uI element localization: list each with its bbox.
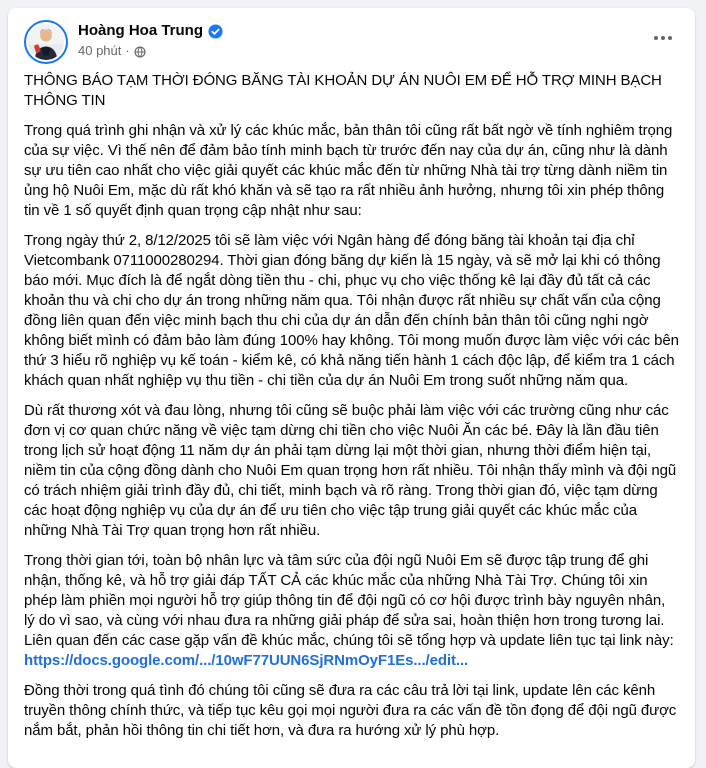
header-text [78, 20, 647, 59]
post-paragraph-1: Trong quá trình ghi nhận và xử lý các khúc mắc, bản thân tôi cũng rất bất ngờ về tính nghiêm trọng của sự việc. Vì thế nên để đảm bảo tính minh bạch từ trước đến nay của dự án, cũng như là dành sự ưu tiên cao nhất cho việc giải quyết các khúc mắc đến từ những Nhà tài trợ từng dành niềm tin ủng hộ Nuôi Em, mặc dù rất khó khăn và sẽ tạo ra rất nhiều ảnh hưởng, nhưng tôi xin phép thông tin về 1 số quyết định quan trọng cập nhật như sau: [24, 122, 677, 219]
post-paragraph-4: Trong thời gian tới, toàn bộ nhân lực và tâm sức của đội ngũ Nuôi Em sẽ được tập trung để ghi nhận, thống kê, và hỗ trợ giải đáp TẤT CẢ các khúc mắc của những Nhà Tài Trợ. Chúng tôi xin phép làm phiền mọi người hỗ trợ giúp thông tin để đội ngũ có cơ hội được trình bày nguyên nhân, lý do vì sao, và cùng với nhau đưa ra những giải pháp để sửa sai, hoàn thiện hơn trong tương lai. [24, 552, 670, 629]
post-paragraph-2: Trong ngày thứ 2, 8/12/2025 tôi sẽ làm việc với Ngân hàng để đóng băng tài khoản tại địa chỉ Vietcombank 0711000280294. Thời gian đóng băng dự kiến là 15 ngày, và sẽ mở lại khi có thông báo mới. Mục đích là để ngắt dòng tiền thu - chi, phục vụ cho việc thống kê lại đầy đủ tất cả các khoản thu và chi cho dự án trong những năm qua. Tôi nhận được rất nhiều sự chất vấn của cộng đồng liên quan đến việc minh bạch thu chi của dự án dẫn đến chính bản thân tôi cũng nghi ngờ không biết mình có đảm bảo làm đúng 100% hay không. Tôi mong muốn được làm việc với các bên thứ 3 hiểu rõ nghiệp vụ kế toán - kiểm kê, có khả năng tiến hành 1 cách độc lập, để kiểm tra 1 cách khách quan nhất nghiệp vụ thu tiền - chi tiền của dự án Nuôi Em trong suốt những năm qua. [24, 232, 683, 389]
post-meta-row [78, 43, 647, 59]
verified-badge-icon [208, 24, 223, 39]
facebook-post-card [8, 8, 695, 768]
avatar-photo [28, 24, 64, 60]
post-body [24, 71, 683, 741]
author-row [78, 21, 647, 40]
more-options-button[interactable] [647, 22, 679, 54]
link-intro-line: Liên quan đến các case gặp vấn đề khúc mắc, chúng tôi sẽ tổng hợp và update liên tục tại link này: [24, 632, 674, 649]
meta-separator: · [125, 43, 130, 58]
post-paragraph-5: Đồng thời trong quá tình đó chúng tôi cũng sẽ đưa ra các câu trả lời tại link, update lên các kênh truyền thông chính thức, và tiếp tục kêu gọi mọi người đưa ra các vấn đề tồn đọng để đội ngũ được nắm bắt, phản hồi thông tin chi tiết hơn, và đưa ra hướng xử lý phù hợp. [24, 682, 681, 739]
google-docs-link[interactable]: https://docs.google.com/.../10wF77UUN6SjRNmOyF1Es.../edit... [24, 652, 469, 669]
timestamp[interactable]: 40 phút [78, 43, 122, 58]
avatar[interactable] [24, 20, 68, 64]
author-name[interactable]: Hoàng Hoa Trung [78, 22, 203, 39]
post-title: THÔNG BÁO TẠM THỜI ĐÓNG BĂNG TÀI KHOẢN DỰ ÁN NUÔI EM ĐỂ HỖ TRỢ MINH BẠCH THÔNG TIN [24, 72, 666, 109]
post-header [24, 20, 679, 64]
ellipsis-icon [654, 36, 658, 40]
globe-privacy-icon [134, 46, 146, 58]
post-paragraph-3: Dù rất thương xót và đau lòng, nhưng tôi cũng sẽ buộc phải làm việc với các trường cũng như các đơn vị cơ quan chức năng về việc tạm dừng chi tiền cho việc Nuôi Ăn các bé. Đây là lần đầu tiên trong lịch sử hoạt động 11 năm dự án phải tạm dừng lại một thời gian, nhưng thời điểm hiện tại, niềm tin của cộng đồng dành cho Nuôi Em quan trọng hơn rất nhiều. Tôi nhận thấy mình và đội ngũ có trách nhiệm giải trình đầy đủ, chi tiết, minh bạch và rõ ràng. Trong thời gian đó, việc tạm dừng các hoạt động nghiệp vụ của dự án để ưu tiên cho việc tập trung giải quyết các khúc mắc của những Nhà Tài Trợ quan trọng hơn rất nhiều. [24, 402, 681, 539]
